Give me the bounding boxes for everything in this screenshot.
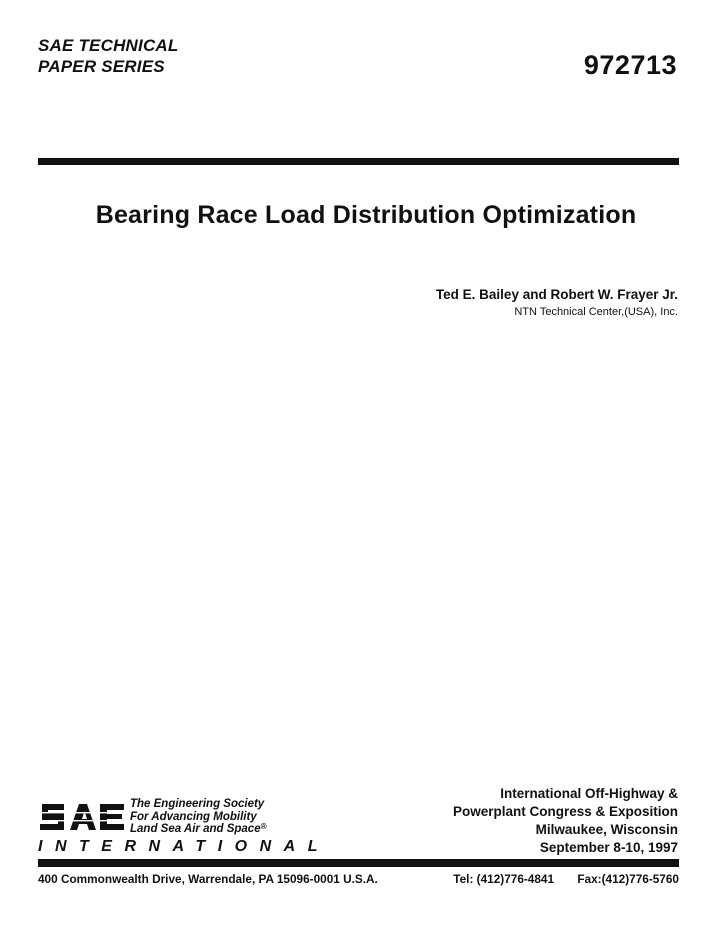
paper-title: Bearing Race Load Distribution Optimization (95, 201, 637, 229)
footer-address: 400 Commonwealth Drive, Warrendale, PA 15096-0001 U.S.A. (38, 872, 378, 886)
tagline-line-2: For Advancing Mobility (130, 810, 257, 823)
series-line-1: SAE TECHNICAL (38, 36, 179, 55)
footer-fax: Fax:(412)776-5760 (577, 872, 679, 886)
footer-tel: Tel: (412)776-4841 (453, 872, 555, 886)
paper-number: 972713 (583, 50, 677, 80)
bottom-divider (38, 859, 679, 867)
event-location: Milwaukee, Wisconsin (535, 822, 678, 837)
footer-contact (38, 872, 679, 886)
event-name-line-1: International Off-Highway & (500, 786, 678, 801)
top-divider (38, 158, 679, 165)
tagline-line-1: The Engineering Society (130, 798, 265, 810)
sae-international-wordmark: INTERNATIONAL (38, 838, 330, 855)
tagline-line-3: Land Sea Air and Space® (130, 822, 267, 835)
paper-affiliation: NTN Technical Center,(USA), Inc. (514, 306, 678, 318)
registered-mark: ® (260, 822, 267, 831)
event-name-line-2: Powerplant Congress & Exposition (452, 804, 678, 819)
sae-logo-mark-icon (38, 798, 128, 836)
paper-authors: Ted E. Bailey and Robert W. Frayer Jr. (435, 287, 678, 302)
sae-logo (38, 798, 330, 858)
event-dates: September 8-10, 1997 (539, 840, 678, 855)
event-info (453, 785, 678, 857)
footer-phone-fax (433, 872, 679, 886)
series-label (38, 35, 179, 77)
series-line-2: PAPER SERIES (38, 57, 165, 76)
sae-tagline (130, 798, 267, 836)
